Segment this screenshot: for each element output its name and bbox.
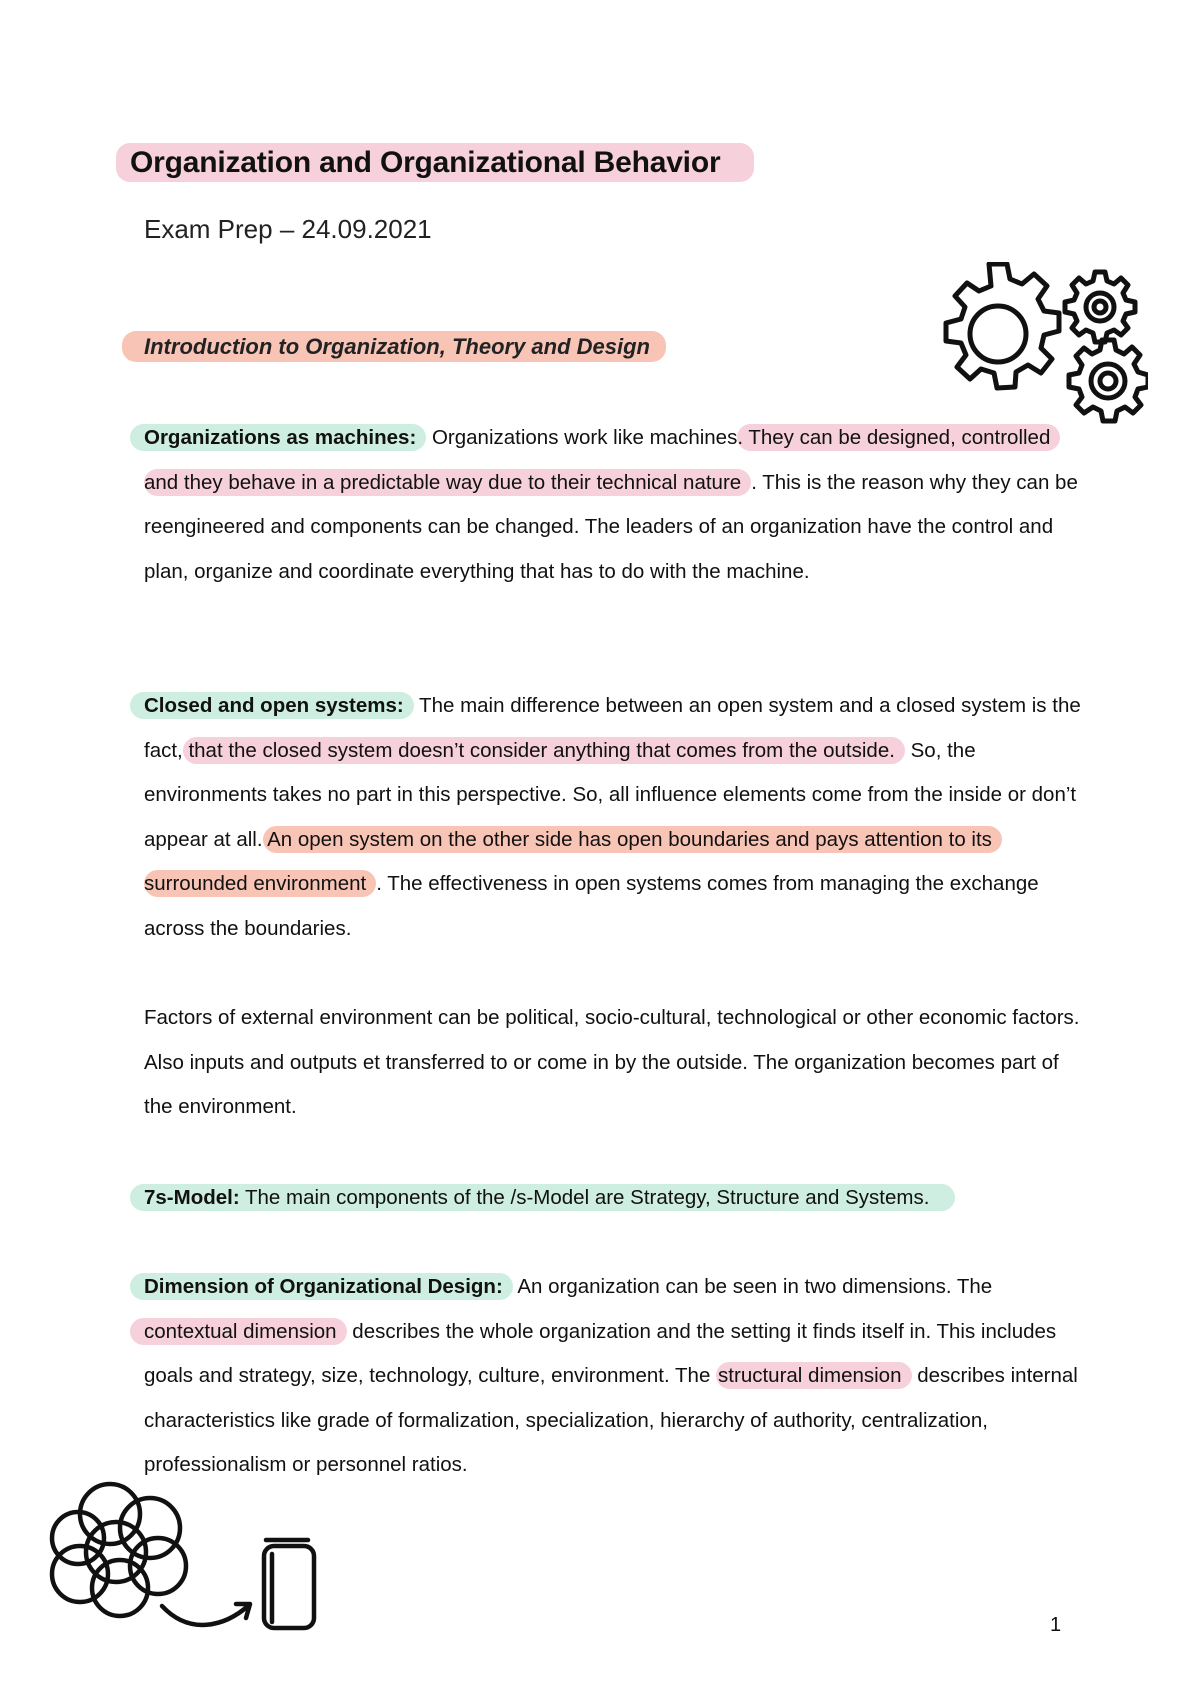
term-7s-model: 7s-Model: (144, 1186, 240, 1209)
section-title (144, 334, 666, 360)
page-number: 1 (1050, 1614, 1062, 1636)
document-title-text: Organization and Organizational Behavior (116, 143, 754, 182)
highlight-7s-model (130, 1184, 955, 1211)
term-dimension-of-design: Dimension of Organizational Design: (130, 1273, 513, 1300)
highlight-machines-predictable: . They can be designed, controlled and they behave in a predictable way due to their technical nature (144, 424, 1060, 496)
text-segment: An organization can be seen in two dimensions. The (512, 1275, 993, 1298)
text-segment: The main components of the /s-Model are Strategy, Structure and Systems. (239, 1186, 930, 1209)
circles-to-box-doodle (40, 1476, 340, 1656)
text-segment: The main difference between an open system and a closed system is the fact, (144, 694, 1081, 762)
text-segment: describes internal characteristics like grade of formalization, specialization, hierarchy of authority, centralization, professionalism or personnel ratios. (144, 1364, 1078, 1477)
paragraph-organizations-as-machines (144, 416, 1084, 594)
highlight-structural-dimension: structural dimension (716, 1362, 911, 1389)
term-closed-and-open-systems: Closed and open systems: (130, 692, 414, 719)
paragraph-dimension-of-design (144, 1265, 1084, 1488)
document-subtitle: Exam Prep – 24.09.2021 (144, 214, 432, 244)
gears-icon (918, 262, 1148, 432)
text-segment: So, the environments takes no part in this perspective. So, all influence elements come from the inside or don’t appear at all. (144, 738, 1077, 851)
highlight-closed-system: that the closed system doesn’t consider anything that comes from the outside. (183, 737, 905, 764)
highlight-contextual-dimension: contextual dimension (130, 1318, 347, 1345)
paragraph-closed-and-open-systems (144, 684, 1084, 952)
document-title (130, 146, 754, 180)
highlight-open-system: An open system on the other side has open boundaries and pays attention to its surrounded environment (144, 826, 1002, 898)
text-segment: Organizations work like machines (426, 426, 738, 449)
text-segment: . This is the reason why they can be reengineered and components can be changed. The leaders of an organization have the control and plan, organize and coordinate everything that has to do with the machine. (144, 470, 1078, 583)
term-organizations-as-machines: Organizations as machines: (130, 424, 426, 451)
text-segment: describes the whole organization and the setting it finds itself in. This includes goals and strategy, size, technology, culture, environment. The (144, 1319, 1057, 1388)
text-segment: . The effectiveness in open systems comes from managing the exchange across the boundaries. (144, 872, 1039, 940)
section-title-text: Introduction to Organization, Theory and Design (122, 331, 666, 362)
paragraph-external-factors: Factors of external environment can be political, socio-cultural, technological or other economic factors. Also inputs and outputs et transferred to or come in by the outside. The organization becomes part of the environment. (144, 1006, 1080, 1119)
paragraph-7s-model (144, 1176, 1084, 1221)
